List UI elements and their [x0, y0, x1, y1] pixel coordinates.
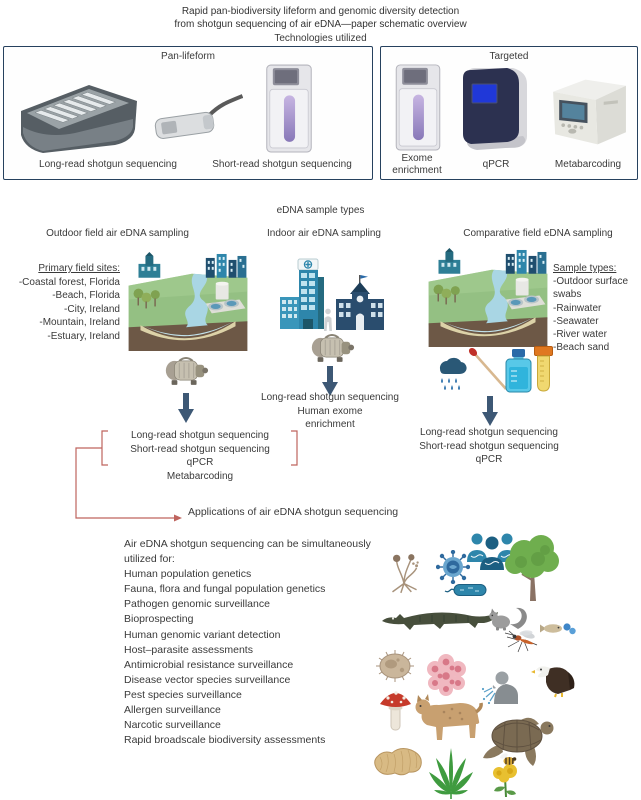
sample-types-heading: eDNA sample types	[276, 205, 365, 216]
cell-cluster-icon	[424, 652, 469, 698]
comparative-methods	[413, 426, 565, 467]
method-item: Short-read shotgun sequencing	[419, 440, 559, 452]
type-item: -Rainwater	[553, 302, 602, 314]
qpcr-label: qPCR	[482, 159, 510, 170]
falcon-tube-icon	[534, 346, 553, 392]
virus-icon	[436, 550, 470, 584]
indoor-heading: Indoor air eDNA sampling	[267, 228, 381, 239]
pan-lifeform-box	[3, 46, 373, 180]
organism-collage	[368, 524, 641, 800]
method-item: enrichment	[305, 419, 355, 431]
targeted-box	[380, 46, 638, 180]
sneezing-person-icon	[480, 666, 520, 704]
type-item: -River water	[553, 329, 607, 341]
method-item: Human exome	[297, 405, 363, 417]
outdoor-heading: Outdoor field air eDNA sampling	[46, 228, 189, 239]
application-item: Antimicrobial resistance surveillance	[124, 658, 294, 671]
technologies-heading: Technologies utilized	[274, 33, 367, 44]
pan-lifeform-label: Pan-lifeform	[161, 51, 215, 62]
metabarcoding-label: Metabarcoding	[554, 159, 622, 170]
type-item: -Seawater	[553, 315, 599, 327]
method-item: Long-read shotgun sequencing	[261, 392, 399, 403]
method-item: Short-read shotgun sequencing	[130, 443, 270, 455]
application-item: Host–parasite assessments	[124, 643, 253, 656]
down-arrow-icon	[178, 393, 194, 425]
peanut-icon	[370, 742, 426, 779]
comparative-heading: Comparative field eDNA sampling	[463, 228, 613, 239]
primary-field-sites	[8, 262, 120, 344]
application-item: Human population genetics	[124, 568, 252, 581]
short-read-sequencer-icon	[260, 59, 318, 155]
long-read-sequencer-icon	[14, 77, 146, 159]
qpcr-machine-icon	[455, 61, 535, 153]
types-heading: Sample types:	[553, 263, 617, 274]
figure-title-line2: from shotgun sequencing of air eDNA—paper schematic overview	[174, 18, 467, 30]
exome-label: Exome enrichment	[392, 153, 442, 176]
application-item: Narcotic surveillance	[124, 719, 221, 732]
targeted-label: Targeted	[489, 51, 529, 62]
sample-bottle-icon	[505, 349, 532, 393]
application-item: Fauna, flora and fungal population genetics	[124, 583, 326, 596]
down-arrow-icon	[482, 396, 498, 428]
person-icon	[322, 308, 334, 332]
minion-sequencer-icon	[147, 93, 243, 148]
application-item: Pathogen genomic surveillance	[124, 598, 270, 611]
comparative-sample-types	[553, 262, 637, 354]
application-item: Disease vector species surveillance	[124, 673, 291, 686]
comparative-landscape-illustration	[428, 248, 548, 347]
site-item: -Beach, Florida	[52, 290, 120, 302]
eagle-icon	[530, 660, 578, 698]
application-item: Bioprospecting	[124, 613, 194, 626]
application-item: Pest species surveillance	[124, 688, 242, 701]
fly-agaric-mushroom-icon	[378, 686, 414, 733]
method-item: qPCR	[475, 454, 503, 466]
applications-intro-line1: Air eDNA shotgun sequencing can be simultaneously	[124, 538, 371, 550]
application-item: Human genomic variant detection	[124, 628, 281, 641]
exome-enrichment-machine-icon	[393, 59, 443, 153]
site-item: -City, Ireland	[64, 303, 120, 315]
method-item: Long-read shotgun sequencing	[420, 427, 558, 438]
short-read-label: Short-read shotgun sequencing	[212, 159, 352, 170]
tree-icon	[504, 532, 560, 604]
air-pump-icon	[308, 330, 356, 365]
indoor-methods	[253, 391, 407, 432]
method-item: Metabarcoding	[166, 470, 234, 482]
applications-heading: Applications of air eDNA shotgun sequencing	[188, 506, 399, 518]
alligator-icon	[380, 608, 500, 633]
figure-title-line1: Rapid pan-biodiversity lifeform and genomic diversity detection	[181, 6, 460, 17]
method-item: qPCR	[186, 457, 214, 469]
metabarcoding-machine-icon	[545, 73, 631, 151]
method-item: Long-read shotgun sequencing	[131, 430, 269, 441]
application-item: Allergen surveillance	[124, 704, 221, 717]
slime-mold-icon	[388, 550, 420, 595]
outdoor-methods	[103, 429, 297, 483]
bacterium-icon	[444, 582, 488, 598]
type-item: -Beach sand	[553, 342, 610, 354]
mosquito-icon	[504, 627, 539, 653]
applications-intro-line2: utilized for:	[124, 553, 175, 566]
figure-title	[0, 6, 641, 31]
application-item: Rapid broadscale biodiversity assessments	[124, 734, 326, 747]
ciliate-icon	[374, 648, 418, 684]
sites-heading: Primary field sites:	[38, 263, 120, 274]
cannabis-leaf-icon	[428, 744, 475, 799]
lynx-icon	[412, 694, 486, 744]
school-building-icon	[334, 272, 386, 330]
air-pump-icon	[162, 353, 210, 388]
fish-icon	[538, 623, 576, 636]
site-item: -Mountain, Ireland	[39, 317, 120, 329]
site-item: -Estuary, Ireland	[47, 330, 120, 342]
long-read-label: Long-read shotgun sequencing	[39, 159, 177, 170]
type-item: -Outdoor surface swabs	[553, 276, 629, 301]
outdoor-landscape-illustration	[128, 252, 248, 351]
site-item: -Coastal forest, Florida	[18, 276, 120, 288]
bee-on-flower-icon	[486, 751, 526, 799]
